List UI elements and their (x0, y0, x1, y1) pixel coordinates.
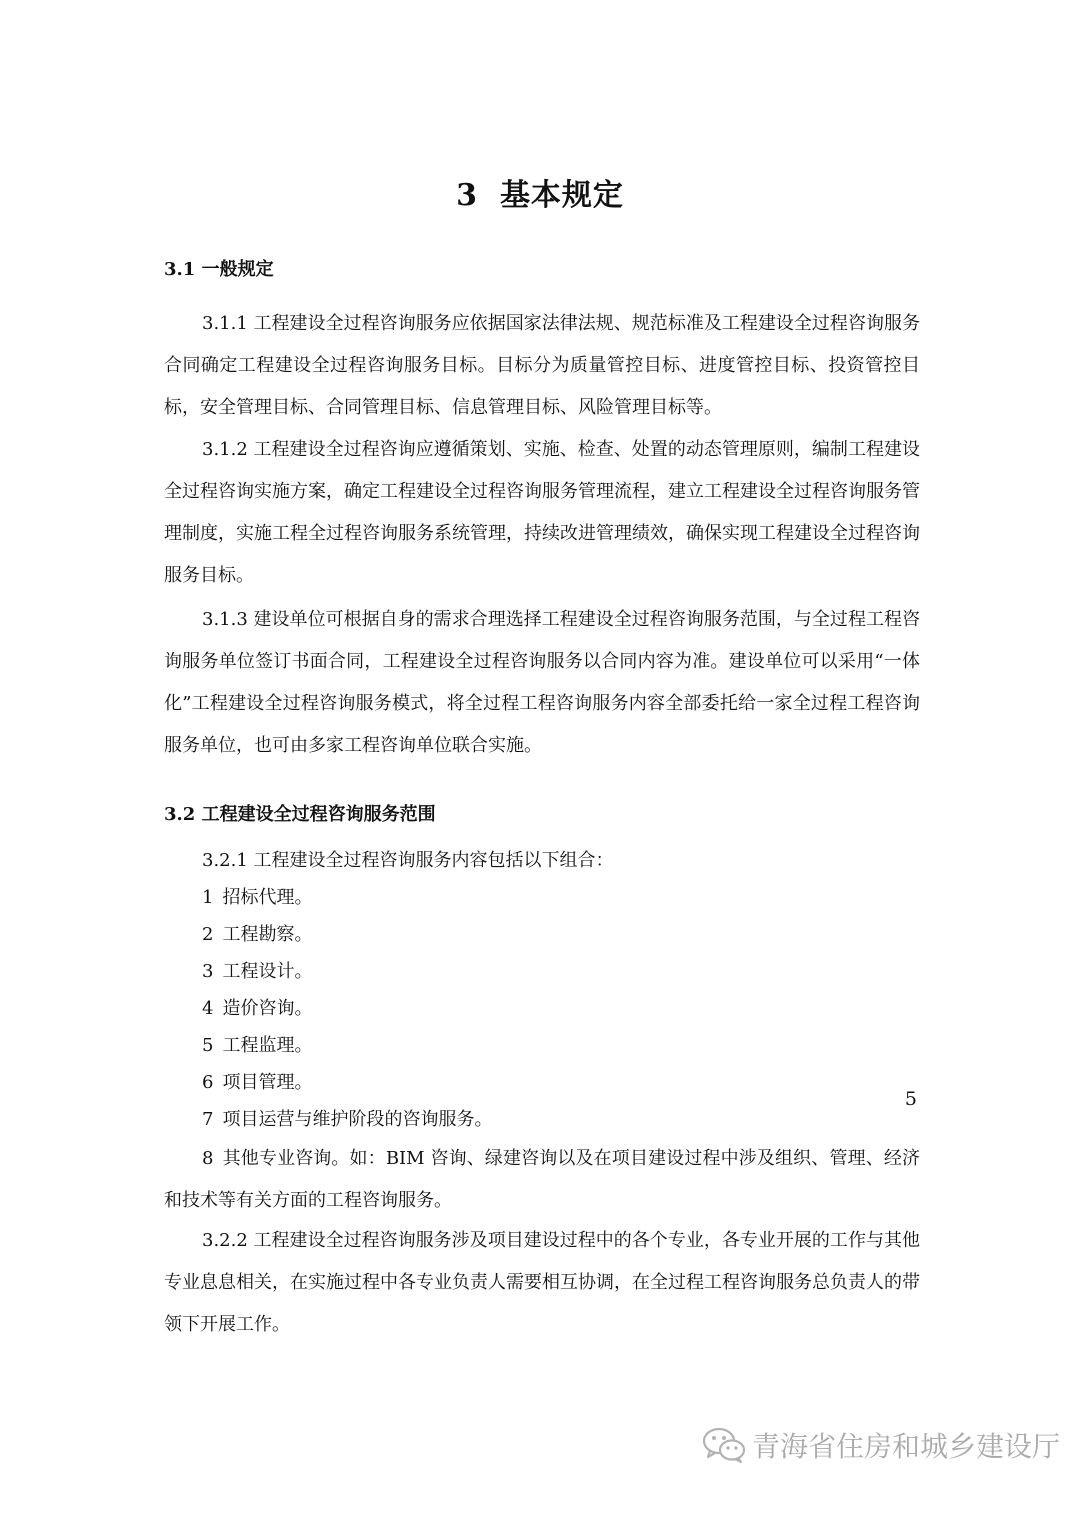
list-item: 3 工程设计。 (202, 961, 313, 982)
service-content-list (164, 879, 920, 1222)
list-item: 8 其他专业咨询。如：BIM 咨询、绿建咨询以及在项目建设过程中涉及组织、管理、经济和技术等有关方面的工程咨询服务。 (164, 1148, 920, 1211)
section-heading-3-1: 3.1 一般规定 (164, 259, 274, 280)
list-item: 6 项目管理。 (202, 1072, 313, 1093)
chapter-title (0, 170, 1080, 214)
paragraph-3-1-1: 3.1.1 工程建设全过程咨询服务应依据国家法律法规、规范标准及工程建设全过程咨询服务合同确定工程建设全过程咨询服务目标。目标分为质量管控目标、进度管控目标、投资管控目标，安全管理目标、合同管理目标、信息管理目标、风险管理目标等。 (164, 313, 920, 418)
paragraph-3-1-2: 3.1.2 工程建设全过程咨询应遵循策划、实施、检查、处置的动态管理原则，编制工程建设全过程咨询实施方案，确定工程建设全过程咨询服务管理流程，建立工程建设全过程咨询服务管理制度，实施工程全过程咨询服务系统管理，持续改进管理绩效，确保实现工程建设全过程咨询服务目标。 (164, 439, 920, 586)
list-item: 2 工程勘察。 (202, 924, 313, 945)
list-item: 4 造价咨询。 (202, 998, 313, 1019)
paragraph-3-2-1: 3.2.1 工程建设全过程咨询服务内容包括以下组合： (202, 850, 614, 871)
paragraph-3-1-3: 3.1.3 建设单位可根据自身的需求合理选择工程建设全过程咨询服务范围，与全过程工程咨询服务单位签订书面合同，工程建设全过程咨询服务以合同内容为准。建设单位可以采用“一体化”工程建设全过程咨询服务模式，将全过程工程咨询服务内容全部委托给一家全过程工程咨询服务单位，也可由多家工程咨询单位联合实施。 (164, 609, 920, 756)
list-item: 5 工程监理。 (202, 1035, 313, 1056)
list-item: 7 项目运营与维护阶段的咨询服务。 (202, 1109, 493, 1130)
section-heading-3-2: 3.2 工程建设全过程咨询服务范围 (164, 804, 436, 825)
list-item: 1 招标代理。 (202, 887, 313, 908)
chapter-number: 3 (456, 178, 478, 213)
wechat-icon (702, 1426, 746, 1464)
paragraph-3-2-2: 3.2.2 工程建设全过程咨询服务涉及项目建设过程中的各个专业，各专业开展的工作与其他专业息息相关，在实施过程中各专业负责人需要相互协调，在全过程工程咨询服务总负责人的带领下开展工作。 (164, 1230, 920, 1335)
chapter-title-text: 基本规定 (499, 178, 624, 213)
watermark-text: 青海省住房和城乡建设厅 (752, 1430, 1061, 1463)
page-number: 5 (904, 1088, 917, 1110)
watermark (702, 1420, 1060, 1470)
